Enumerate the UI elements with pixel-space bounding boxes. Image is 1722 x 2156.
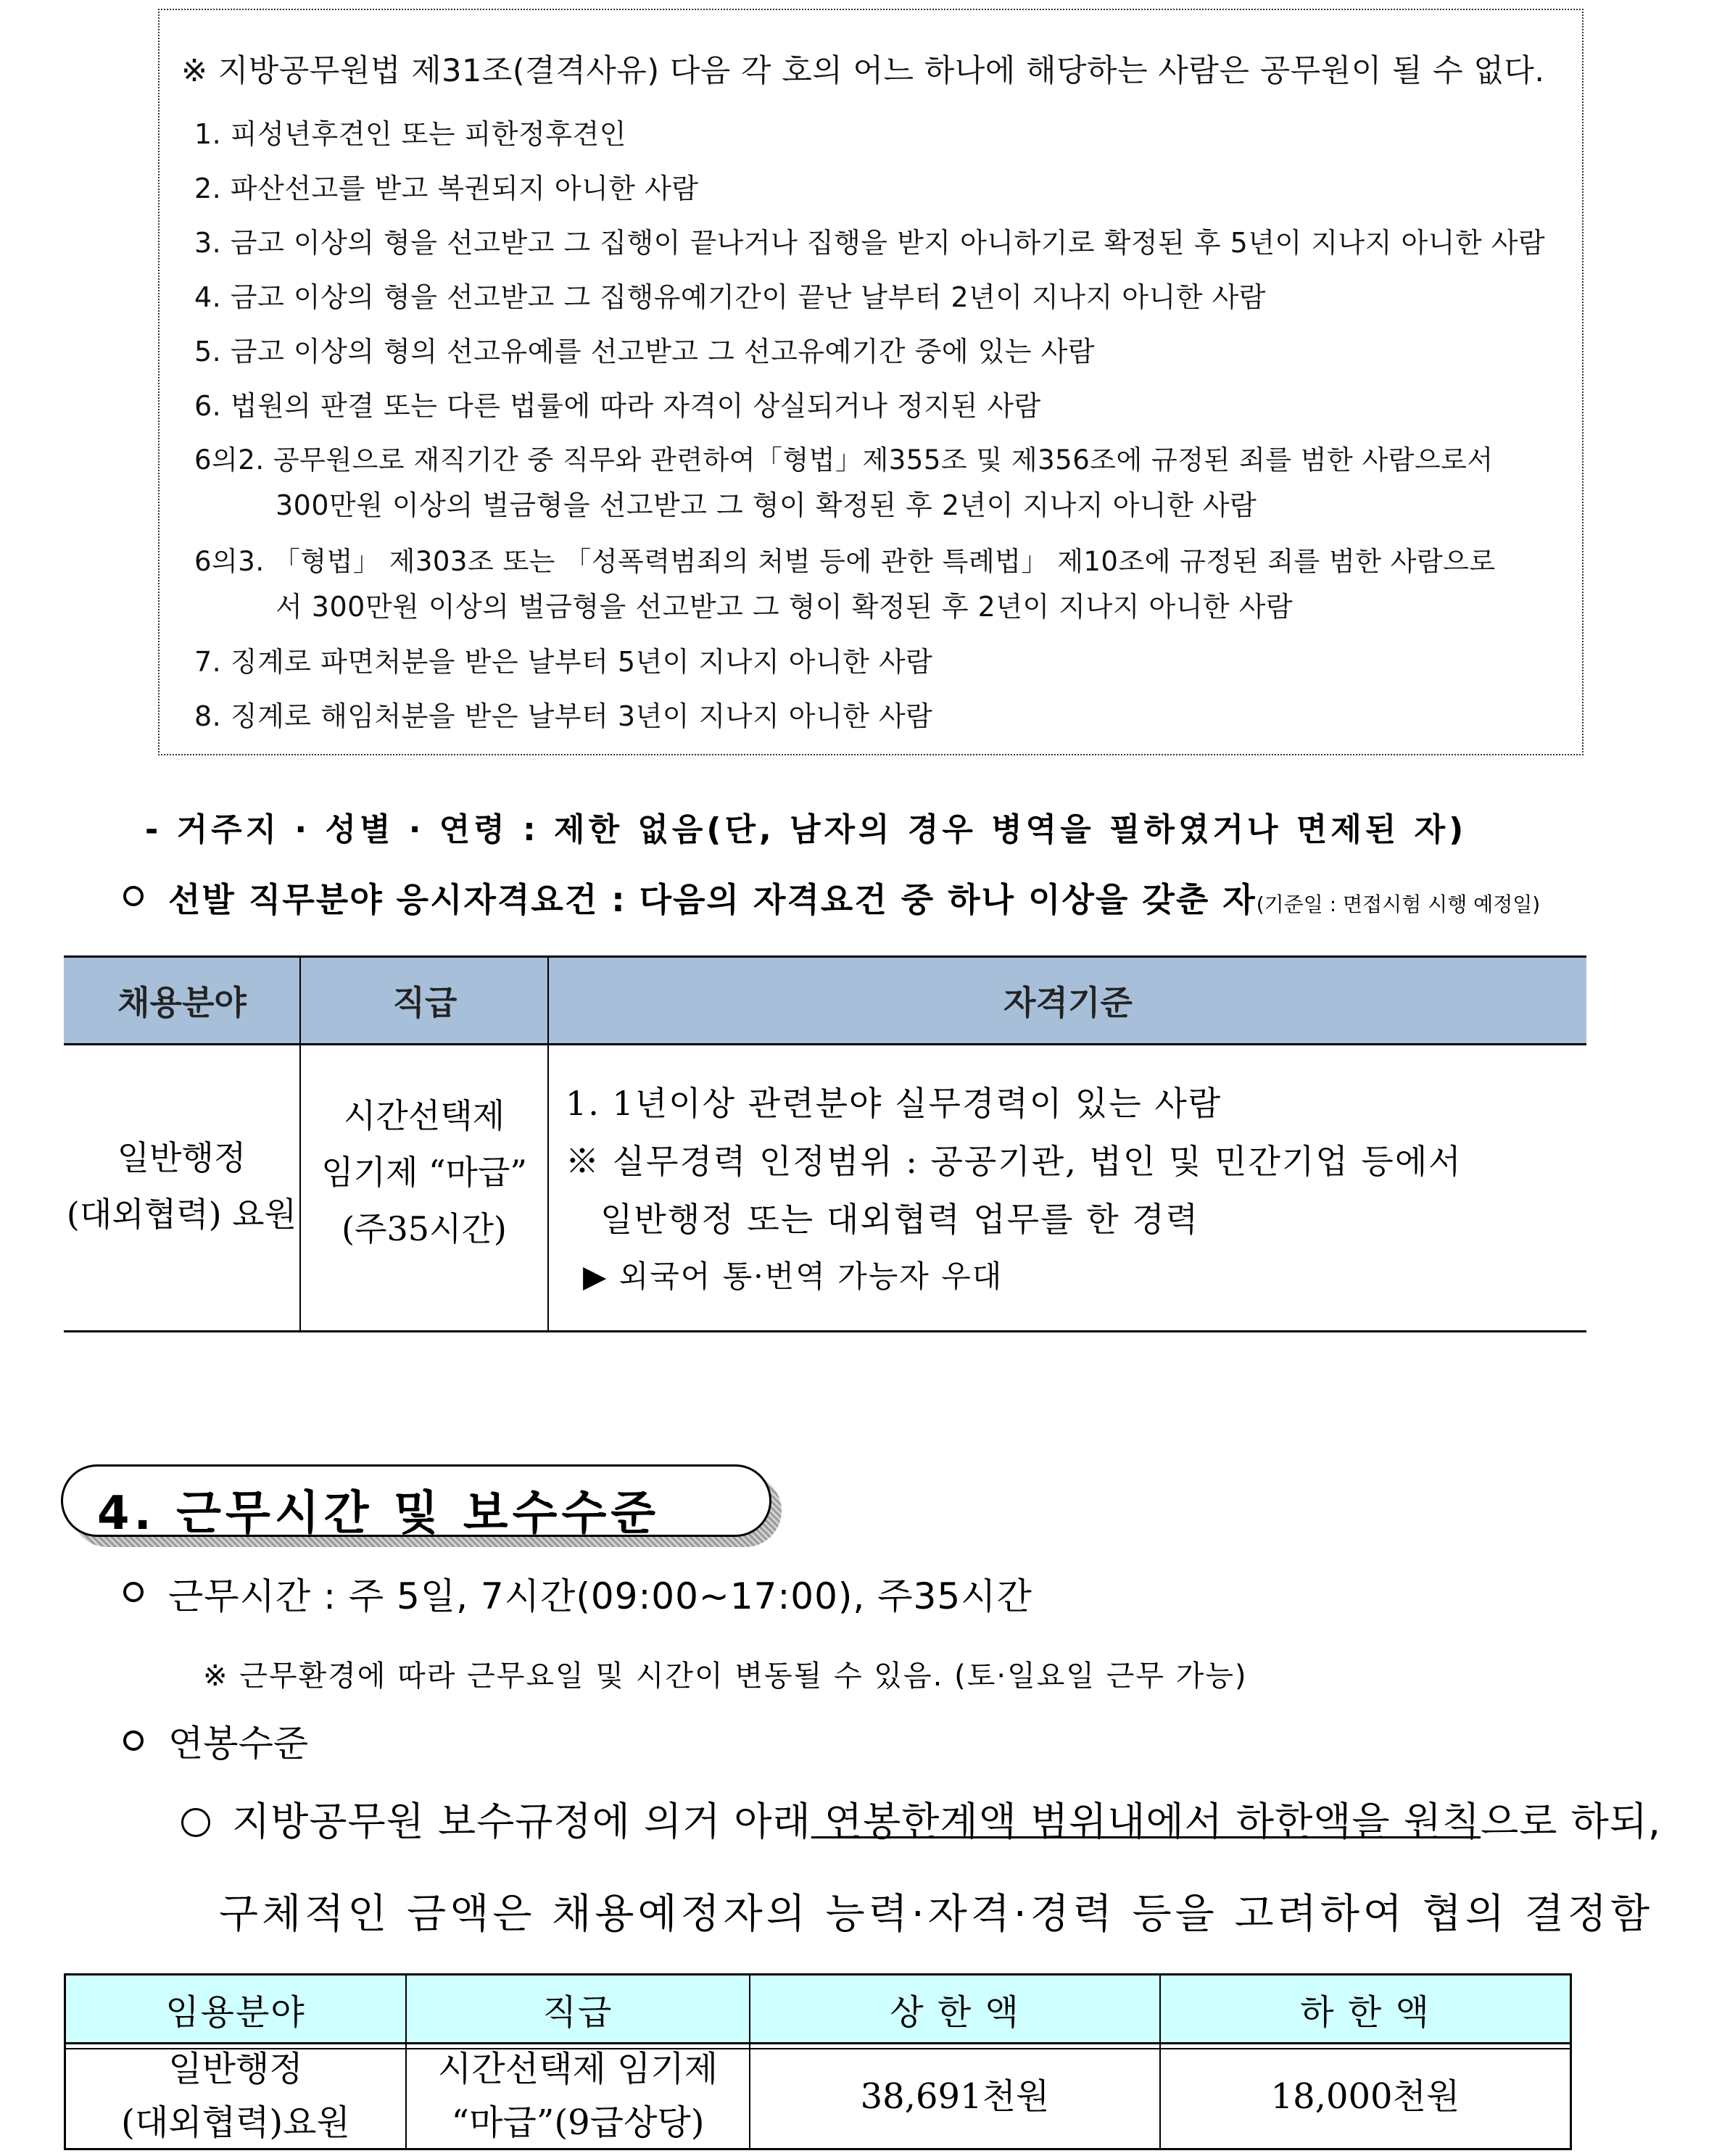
rank-cell [407,2042,749,2149]
work-hours-note: ※ 근무환경에 따라 근무요일 및 시간이 변동될 수 있음. (토·일요일 근무 가능) [203,1659,1248,1693]
column-divider [547,955,549,1332]
field-line: 일반행정 [168,2049,303,2089]
table-header-field: 임용분야 [165,1991,306,2033]
item-number: 4. [194,281,222,313]
residence-requirement: - 거주지 · 성별 · 연령 : 제한 없음(단, 남자의 경우 병역을 필하였거나 면제된 자) [145,811,1468,848]
salary-paragraph [181,1791,1661,1846]
salary-paragraph-cont: 구체적인 금액은 채용예정자의 능력·자격·경력 등을 고려하여 협의 결정함 [219,1891,1654,1938]
disqualification-heading: ※ 지방공무원법 제31조(결격사유) 다음 각 호의 어느 하나에 해당하는 사람은 공무원이 될 수 없다. [181,53,1545,89]
circle-bullet-icon [123,886,144,906]
item-text: 금고 이상의 형을 선고받고 그 집행유예기간이 끝난 날부터 2년이 지나지 아니한 사람 [230,281,1266,313]
item-continuation: 300만원 이상의 벌금형을 선고받고 그 형이 확정된 후 2년이 지나지 아니한 사람 [276,489,1257,521]
field-line: (대외협력)요원 [121,2102,350,2143]
table-header-rank: 직급 [392,983,458,1022]
qualification-intro [168,874,1540,921]
list-item [194,639,932,679]
open-circle-icon [181,1808,210,1837]
salary-table [64,1973,1572,2150]
field-cell [64,1129,299,1243]
field-cell [66,2042,405,2149]
item-text: 「형법」 제303조 또는 「성폭력범죄의 처벌 등에 관한 특례법」 제10조에 규정된 죄를 범한 사람으로 [273,546,1496,577]
item-text: 공무원으로 재직기간 중 직무와 관련하여「형법」제355조 및 제356조에 규정된 죄를 범한 사람으로서 [273,444,1494,476]
standard-line: 일반행정 또는 대외협력 업무를 한 경력 [600,1200,1200,1239]
item-number: 6의3. [194,546,265,577]
item-number: 7. [194,646,222,678]
item-text: 금고 이상의 형의 선고유예를 선고받고 그 선고유예기간 중에 있는 사람 [230,336,1096,368]
item-text: 징계로 해임처분을 받은 날부터 3년이 지나지 아니한 사람 [230,700,933,732]
work-hours: 근무시간 : 주 5일, 7시간(09:00~17:00), 주35시간 [168,1575,1032,1617]
list-item [194,694,932,734]
circle-bullet-icon [123,1730,144,1751]
item-number: 5. [194,336,222,368]
section-title: 4. 근무시간 및 보수수준 [97,1487,661,1541]
standard-line: ▶ 외국어 통·번역 가능자 우대 [583,1259,1003,1294]
standard-line: 1. 1년이상 관련분야 실무경력이 있는 사람 [566,1084,1222,1123]
list-item [194,275,1266,315]
list-item [194,438,1494,477]
salary-text: 으로 하되, [1481,1799,1662,1844]
item-text: 징계로 파면처분을 받은 날부터 5년이 지나지 아니한 사람 [230,646,933,678]
qualification-table [64,955,1586,1332]
item-number: 8. [194,700,222,732]
upper-amount: 38,691천원 [860,2076,1050,2117]
item-text: 피성년후견인 또는 피한정후견인 [230,118,626,150]
table-header-field: 채용분야 [117,983,247,1022]
field-line: (대외협력) 요원 [66,1195,297,1234]
table-bottom-rule [64,1330,1586,1332]
item-continuation: 서 300만원 이상의 벌금형을 선고받고 그 형이 확정된 후 2년이 지나지 아니한 사람 [276,591,1293,623]
rank-line: 시간선택제 [343,1096,505,1135]
qualification-basis-note: (기준일 : 면접시험 시행 예정일) [1256,892,1541,916]
circle-bullet-icon [123,1582,144,1602]
item-text: 법원의 판결 또는 다른 법률에 따라 자격이 상실되거나 정지된 사람 [230,390,1041,422]
table-header-rank: 직급 [542,1991,613,2033]
rank-line: (주35시간) [341,1209,507,1248]
salary-emphasis: 연봉한계액 범위내에서 하한액을 원칙 [811,1799,1481,1844]
item-number: 1. [194,118,222,150]
item-number: 6의2. [194,444,265,476]
lower-amount: 18,000천원 [1270,2076,1460,2117]
table-header-lower: 하 한 액 [1300,1991,1431,2033]
item-number: 2. [194,173,222,204]
list-item [194,166,699,206]
field-line: 일반행정 [117,1138,247,1177]
salary-label: 연봉수준 [168,1722,309,1765]
item-number: 6. [194,390,222,422]
rank-line: 시간선택제 임기제 [437,2049,719,2089]
table-header-upper: 상 한 액 [890,1991,1020,2033]
list-item [194,220,1545,260]
rank-cell [301,1087,547,1257]
item-number: 3. [194,227,222,259]
list-item [194,112,626,152]
disqualification-box [158,9,1584,755]
rank-line: “마급”(9급상당) [451,2102,705,2143]
list-item [194,329,1095,369]
item-text: 금고 이상의 형을 선고받고 그 집행이 끝나거나 집행을 받지 아니하기로 확정된 후 5년이 지나지 아니한 사람 [230,227,1546,259]
table-header-standard: 자격기준 [1003,983,1133,1022]
qualification-intro-text: 선발 직무분야 응시자격요건 : 다음의 자격요건 중 하나 이상을 갖춘 자 [168,880,1257,919]
item-text: 파산선고를 받고 복권되지 아니한 사람 [230,173,699,204]
list-item [194,539,1496,579]
salary-text: 지방공무원 보수규정에 의거 아래 [232,1799,811,1844]
list-item [194,383,1041,423]
rank-line: 임기제 “마급” [321,1153,527,1192]
standard-line: ※ 실무경력 인정범위 : 공공기관, 법인 및 민간기업 등에서 [566,1142,1462,1181]
